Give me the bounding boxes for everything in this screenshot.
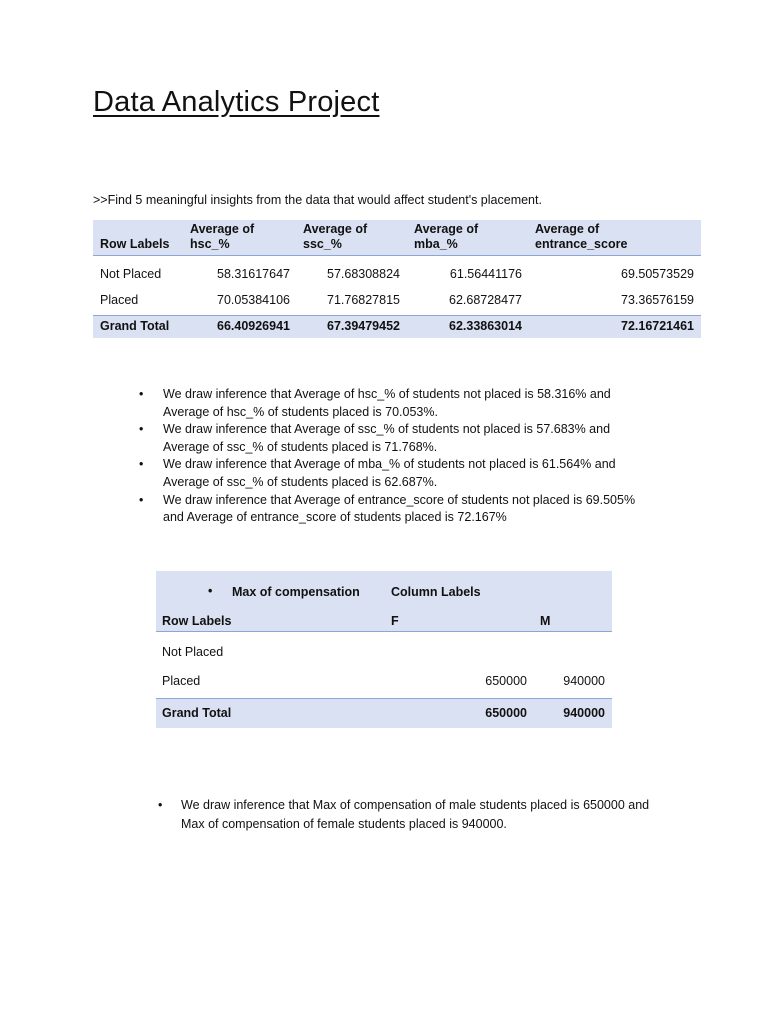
cell-f: 650000: [485, 706, 527, 720]
cell-entrance: 72.16721461: [621, 319, 694, 333]
inference-line: Average of hsc_% of students placed is 70.053%.: [163, 404, 438, 419]
row-label: Placed: [162, 674, 201, 688]
list-item: [139, 386, 679, 421]
inference-line: We draw inference that Average of mba_% of students not placed is 61.564% and: [163, 457, 616, 472]
table-header: [93, 220, 701, 256]
bullet-icon: •: [139, 492, 144, 507]
cell-f: 650000: [485, 674, 527, 688]
cell-ssc: 71.76827815: [327, 293, 400, 307]
table-row: [156, 668, 612, 698]
table-row: [156, 638, 612, 668]
list-item: [139, 456, 679, 491]
conclusion-list: [158, 796, 688, 834]
inference-line: We draw inference that Average of entrance_score of students not placed is 69.505%: [163, 492, 636, 507]
bullet-icon: •: [139, 457, 144, 472]
task-prompt: >>Find 5 meaningful insights from the data that would affect student's placement.: [93, 193, 542, 207]
row-label: Not Placed: [162, 645, 224, 659]
bullet-icon: •: [139, 422, 144, 437]
cell-hsc: 58.31617647: [217, 267, 290, 281]
header-col-f: F: [391, 614, 399, 628]
document-title: Data Analytics Project: [93, 86, 380, 118]
row-label: Grand Total: [100, 319, 170, 333]
header-hsc-line2: hsc_%: [190, 237, 230, 251]
cell-entrance: 69.50573529: [621, 267, 694, 281]
bullet-icon: •: [208, 584, 213, 598]
inference-line: We draw inference that Average of ssc_% of students not placed is 57.683% and: [163, 422, 611, 437]
header-ssc-line2: ssc_%: [303, 237, 342, 251]
cell-ssc: 57.68308824: [327, 267, 400, 281]
inference-line: We draw inference that Average of hsc_% of students not placed is 58.316% and: [163, 387, 611, 401]
header-column-labels: Column Labels: [391, 585, 481, 599]
header-measure: Max of compensation: [232, 585, 360, 599]
conclusion-line: We draw inference that Max of compensation of male students placed is 650000 and: [181, 798, 650, 812]
inference-list: [139, 386, 679, 527]
header-ssc-line1: Average of: [303, 222, 368, 236]
row-label: Not Placed: [100, 267, 162, 281]
inference-line: and Average of entrance_score of students placed is 72.167%: [163, 510, 507, 525]
bullet-icon: •: [158, 798, 163, 812]
cell-hsc: 66.40926941: [217, 319, 290, 333]
header-mba-line2: mba_%: [414, 237, 458, 251]
cell-mba: 61.56441176: [449, 267, 522, 281]
list-item: [139, 492, 679, 527]
cell-entrance: 73.36576159: [621, 293, 694, 307]
inference-line: Average of ssc_% of students placed is 62.687%.: [163, 474, 438, 489]
table-row: [93, 289, 701, 315]
header-entrance-line1: Average of: [535, 222, 600, 236]
row-label: Grand Total: [162, 706, 232, 720]
table-row: [93, 263, 701, 289]
list-item: [158, 796, 688, 834]
cell-ssc: 67.39479452: [327, 319, 400, 333]
table-header: [156, 571, 612, 632]
header-mba-line1: Average of: [414, 222, 479, 236]
inference-line: Average of ssc_% of students placed is 71.768%.: [163, 439, 438, 454]
conclusion-line: Max of compensation of female students placed is 940000.: [181, 817, 507, 831]
grand-total-row: [156, 698, 612, 728]
averages-pivot-table: [93, 220, 701, 338]
row-label: Placed: [100, 293, 139, 307]
cell-m: 940000: [563, 706, 605, 720]
header-col-m: M: [540, 614, 551, 628]
header-entrance-line2: entrance_score: [535, 237, 628, 251]
bullet-icon: •: [139, 387, 144, 401]
grand-total-row: [93, 315, 701, 338]
cell-mba: 62.33863014: [449, 319, 522, 333]
cell-m: 940000: [563, 674, 605, 688]
cell-mba: 62.68728477: [449, 293, 522, 307]
header-hsc-line1: Average of: [190, 222, 255, 236]
compensation-pivot-table: [156, 571, 612, 728]
list-item: [139, 421, 679, 456]
cell-hsc: 70.05384106: [217, 293, 290, 307]
header-row-labels: Row Labels: [162, 614, 232, 628]
header-row-labels: Row Labels: [100, 237, 170, 251]
